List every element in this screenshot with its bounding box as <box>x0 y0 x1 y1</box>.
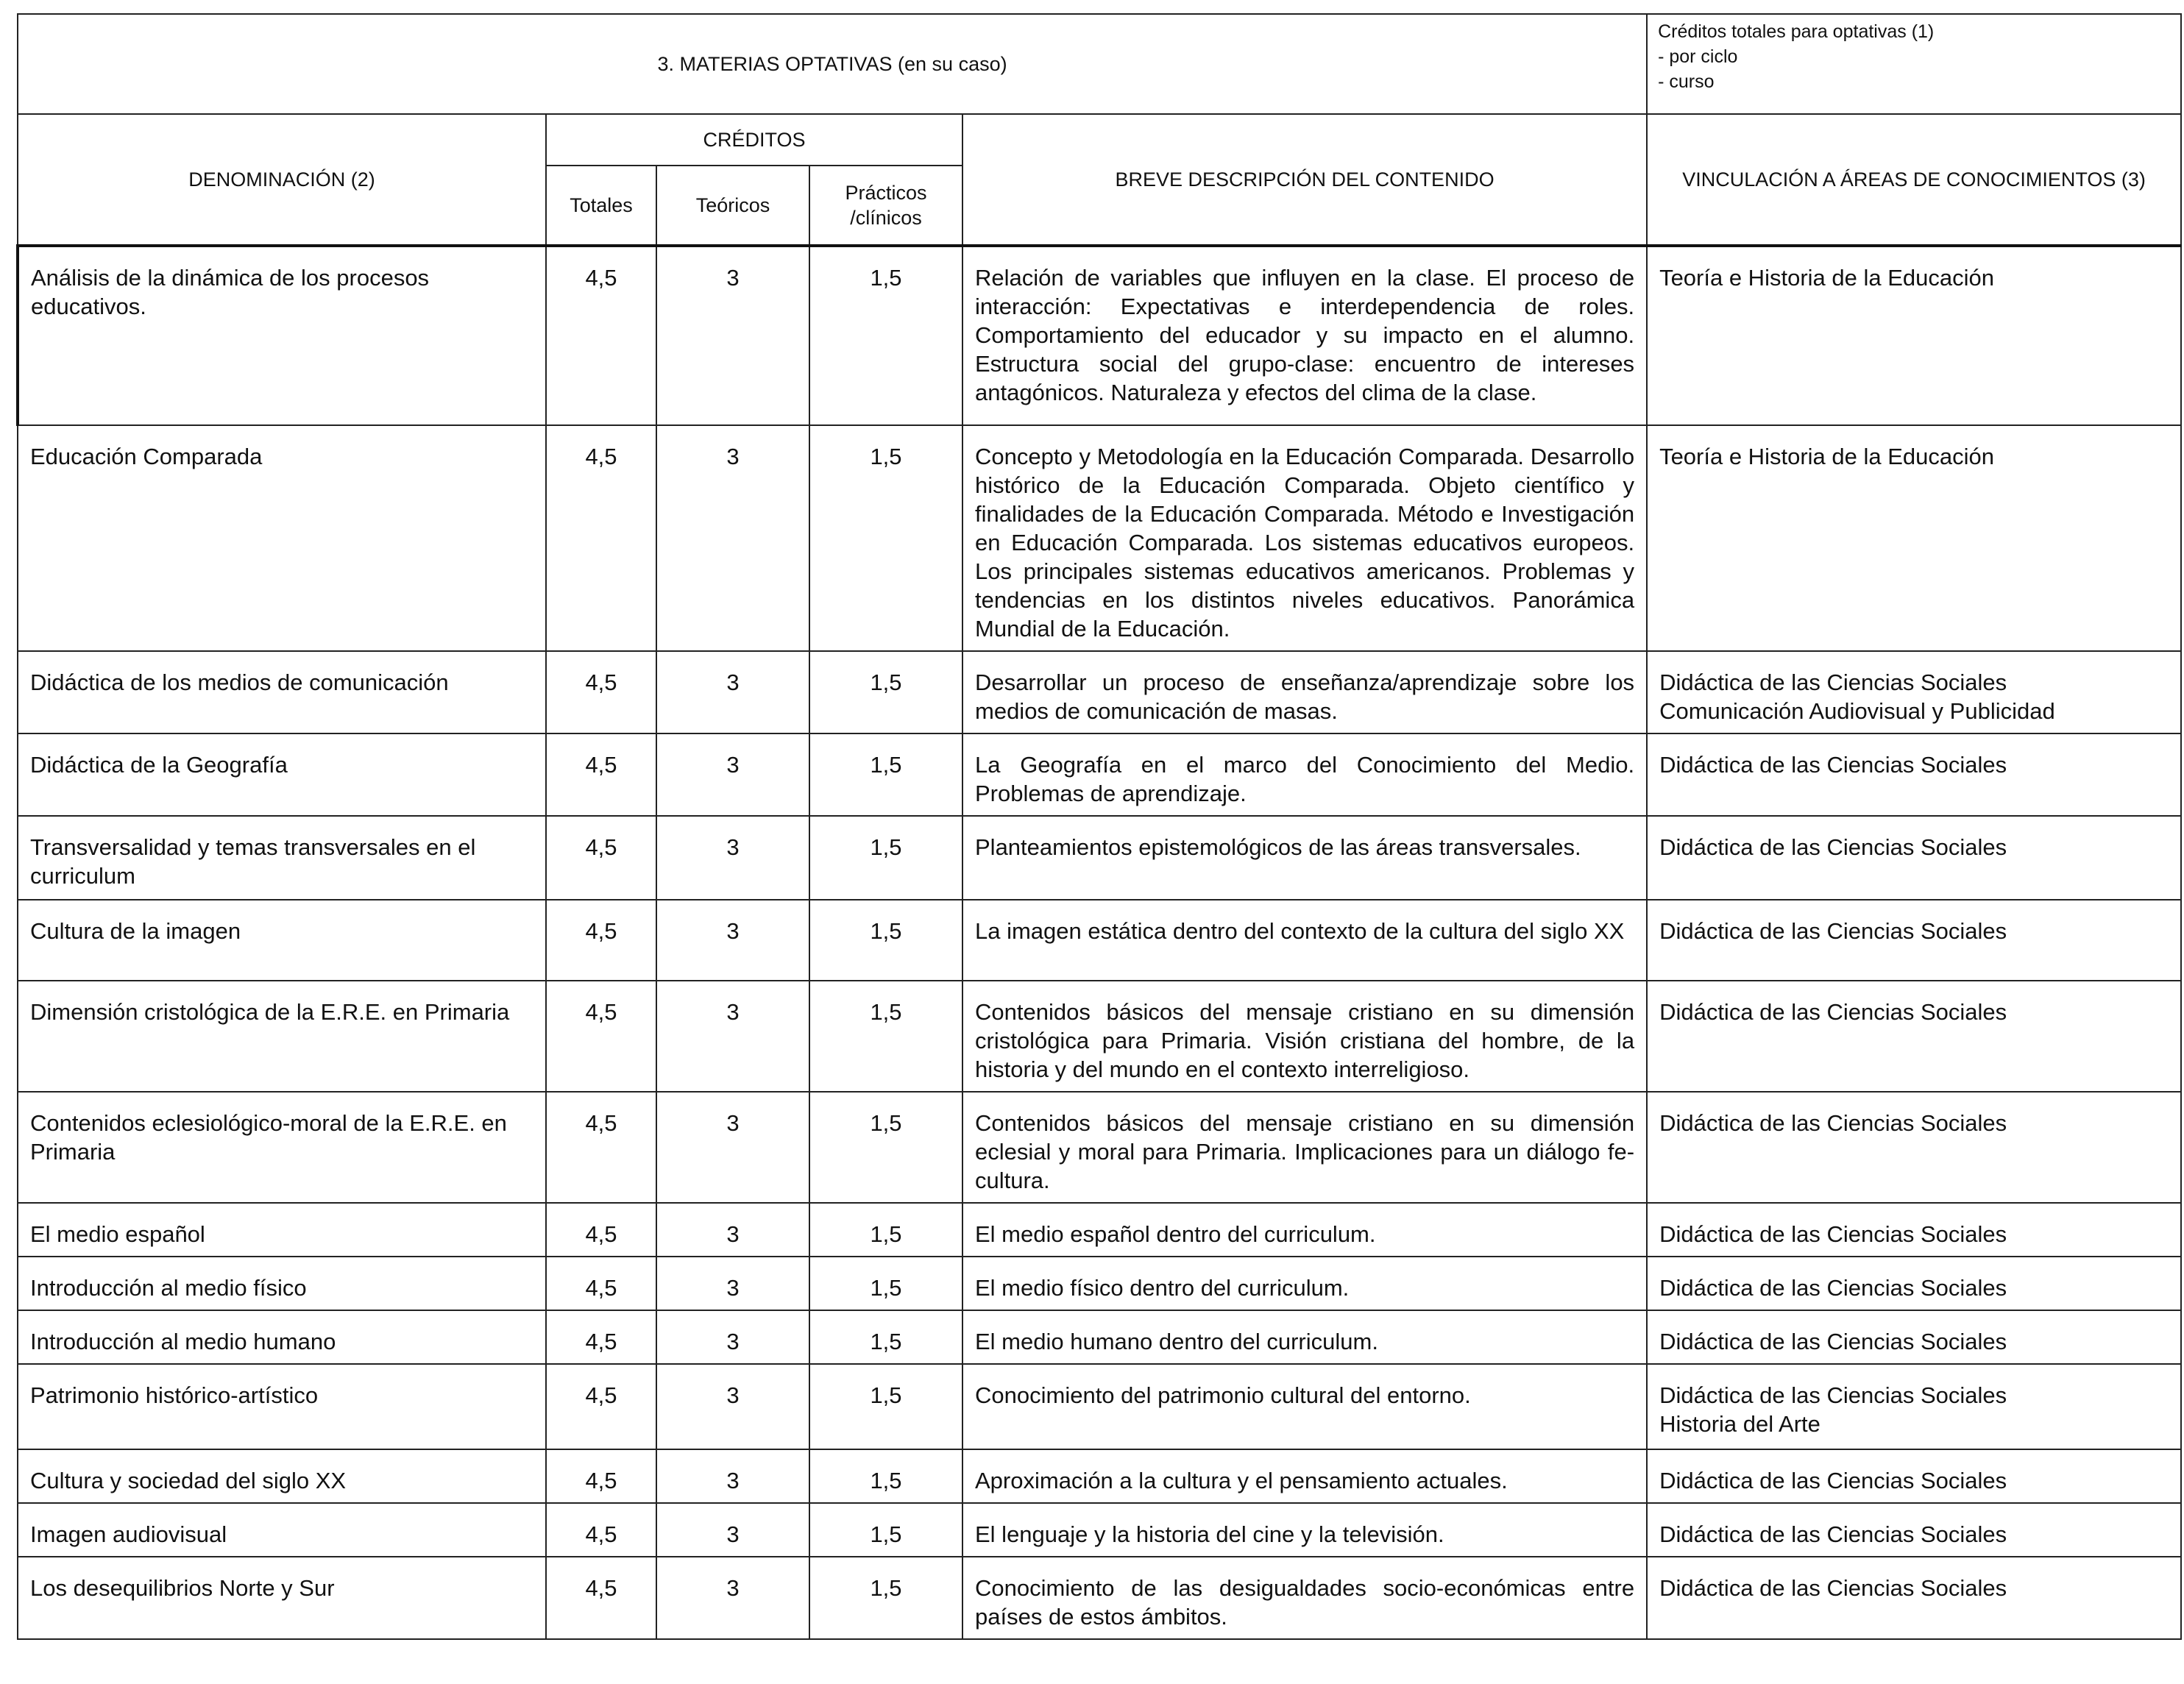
knowledge-areas <box>1647 1257 2181 1310</box>
knowledge-area: Teoría e Historia de la Educación <box>1659 444 1994 469</box>
credits-practice: 1,5 <box>809 900 962 981</box>
subject-name: Cultura de la imagen <box>18 900 546 981</box>
practicos-header <box>809 166 962 246</box>
knowledge-areas <box>1647 816 2181 900</box>
table-row <box>18 1203 2181 1257</box>
subject-name: Dimensión cristológica de la E.R.E. en Primaria <box>18 981 546 1092</box>
subject-name: Didáctica de los medios de comunicación <box>18 651 546 733</box>
descripcion-header: BREVE DESCRIPCIÓN DEL CONTENIDO <box>962 114 1647 246</box>
knowledge-areas <box>1647 651 2181 733</box>
subject-name: Introducción al medio físico <box>18 1257 546 1310</box>
table-row <box>18 1310 2181 1364</box>
subject-description: Conocimiento del patrimonio cultural del entorno. <box>962 1364 1647 1449</box>
subject-description: Desarrollar un proceso de enseñanza/aprendizaje sobre los medios de comunicación de masas. <box>962 651 1647 733</box>
credits-theory: 3 <box>656 900 809 981</box>
subject-name: Transversalidad y temas transversales en el curriculum <box>18 816 546 900</box>
table-row <box>18 425 2181 651</box>
knowledge-area: Didáctica de las Ciencias Sociales <box>1659 1221 2007 1247</box>
knowledge-area: Teoría e Historia de la Educación <box>1659 265 1994 291</box>
subject-name: Contenidos eclesiológico-moral de la E.R.E. en Primaria <box>18 1092 546 1203</box>
knowledge-area: Didáctica de las Ciencias Sociales <box>1659 669 2007 695</box>
subject-description: Concepto y Metodología en la Educación Comparada. Desarrollo histórico de la Educación Comparada. Objeto científico y finalidades de la Educación Comparada. Método e Investigación en Educación Comparada. Los sistemas educativos europeos. Los principales sistemas educativos americanos. Problemas y tendencias en los distintos niveles educativos. Panorámica Mundial de la Educación. <box>962 425 1647 651</box>
credits-theory: 3 <box>656 651 809 733</box>
knowledge-areas <box>1647 1203 2181 1257</box>
table-row <box>18 900 2181 981</box>
credits-total: 4,5 <box>546 425 656 651</box>
subject-name: Imagen audiovisual <box>18 1503 546 1557</box>
credits-practice: 1,5 <box>809 1092 962 1203</box>
credits-total: 4,5 <box>546 651 656 733</box>
table-row <box>18 1449 2181 1503</box>
table-row <box>18 651 2181 733</box>
credits-theory: 3 <box>656 733 809 816</box>
subject-description: La imagen estática dentro del contexto de la cultura del siglo XX <box>962 900 1647 981</box>
subject-name: Análisis de la dinámica de los procesos educativos. <box>18 246 546 425</box>
credits-theory: 3 <box>656 1449 809 1503</box>
table-row <box>18 733 2181 816</box>
knowledge-area: Didáctica de las Ciencias Sociales <box>1659 1468 2007 1493</box>
credits-total: 4,5 <box>546 733 656 816</box>
subject-name: Cultura y sociedad del siglo XX <box>18 1449 546 1503</box>
knowledge-area: Didáctica de las Ciencias Sociales <box>1659 1382 2007 1408</box>
subject-description: El lenguaje y la historia del cine y la televisión. <box>962 1503 1647 1557</box>
knowledge-areas <box>1647 900 2181 981</box>
credits-practice: 1,5 <box>809 981 962 1092</box>
credits-practice: 1,5 <box>809 1503 962 1557</box>
credits-practice: 1,5 <box>809 1257 962 1310</box>
denominacion-header: DENOMINACIÓN (2) <box>18 114 546 246</box>
credits-practice: 1,5 <box>809 1310 962 1364</box>
credits-theory: 3 <box>656 425 809 651</box>
table-row <box>18 1557 2181 1639</box>
credits-practice: 1,5 <box>809 1203 962 1257</box>
credits-practice: 1,5 <box>809 733 962 816</box>
subject-name: Educación Comparada <box>18 425 546 651</box>
knowledge-area: Didáctica de las Ciencias Sociales <box>1659 1575 2007 1601</box>
vinculacion-header: VINCULACIÓN A ÁREAS DE CONOCIMIENTOS (3) <box>1647 114 2181 246</box>
knowledge-areas <box>1647 981 2181 1092</box>
credits-practice: 1,5 <box>809 1449 962 1503</box>
credits-practice: 1,5 <box>809 1364 962 1449</box>
credits-total: 4,5 <box>546 246 656 425</box>
totales-header: Totales <box>546 166 656 246</box>
credits-total: 4,5 <box>546 1257 656 1310</box>
knowledge-area: Historia del Arte <box>1659 1411 1820 1437</box>
credits-theory: 3 <box>656 1364 809 1449</box>
credits-theory: 3 <box>656 981 809 1092</box>
subject-description: Conocimiento de las desigualdades socio-económicas entre países de estos ámbitos. <box>962 1557 1647 1639</box>
table-row <box>18 246 2181 425</box>
knowledge-areas <box>1647 425 2181 651</box>
credits-note-line: - por ciclo <box>1658 46 1738 67</box>
credits-note <box>1647 14 2181 114</box>
credits-total: 4,5 <box>546 816 656 900</box>
table-row <box>18 1092 2181 1203</box>
table-row <box>18 981 2181 1092</box>
creditos-header: CRÉDITOS <box>546 114 962 166</box>
subject-description: La Geografía en el marco del Conocimiento del Medio. Problemas de aprendizaje. <box>962 733 1647 816</box>
knowledge-area: Didáctica de las Ciencias Sociales <box>1659 1110 2007 1136</box>
section-title: 3. MATERIAS OPTATIVAS (en su caso) <box>18 14 1647 114</box>
knowledge-areas <box>1647 1449 2181 1503</box>
credits-theory: 3 <box>656 1257 809 1310</box>
knowledge-area: Didáctica de las Ciencias Sociales <box>1659 918 2007 944</box>
practicos-header-line: Prácticos <box>845 182 927 204</box>
knowledge-areas <box>1647 1364 2181 1449</box>
credits-theory: 3 <box>656 1203 809 1257</box>
credits-theory: 3 <box>656 816 809 900</box>
credits-total: 4,5 <box>546 1557 656 1639</box>
credits-theory: 3 <box>656 1503 809 1557</box>
knowledge-area: Didáctica de las Ciencias Sociales <box>1659 1275 2007 1301</box>
credits-theory: 3 <box>656 1092 809 1203</box>
credits-theory: 3 <box>656 1310 809 1364</box>
credits-practice: 1,5 <box>809 651 962 733</box>
credits-practice: 1,5 <box>809 1557 962 1639</box>
practicos-header-line: /clínicos <box>850 207 922 229</box>
knowledge-areas <box>1647 733 2181 816</box>
credits-total: 4,5 <box>546 1203 656 1257</box>
knowledge-areas <box>1647 1503 2181 1557</box>
knowledge-areas <box>1647 1310 2181 1364</box>
table-row <box>18 1257 2181 1310</box>
subject-name: Los desequilibrios Norte y Sur <box>18 1557 546 1639</box>
knowledge-area: Didáctica de las Ciencias Sociales <box>1659 1521 2007 1547</box>
subject-description: Aproximación a la cultura y el pensamiento actuales. <box>962 1449 1647 1503</box>
credits-theory: 3 <box>656 1557 809 1639</box>
knowledge-area: Didáctica de las Ciencias Sociales <box>1659 834 2007 860</box>
knowledge-areas <box>1647 246 2181 425</box>
subject-description: Contenidos básicos del mensaje cristiano en su dimensión cristológica para Primaria. Visión cristiana del hombre, de la historia y del mundo en el contexto interreligioso. <box>962 981 1647 1092</box>
subject-description: Planteamientos epistemológicos de las áreas transversales. <box>962 816 1647 900</box>
credits-practice: 1,5 <box>809 816 962 900</box>
credits-note-line: - curso <box>1658 71 1715 92</box>
credits-total: 4,5 <box>546 1449 656 1503</box>
credits-practice: 1,5 <box>809 246 962 425</box>
knowledge-area: Didáctica de las Ciencias Sociales <box>1659 1329 2007 1354</box>
credits-theory: 3 <box>656 246 809 425</box>
subject-description: El medio español dentro del curriculum. <box>962 1203 1647 1257</box>
knowledge-areas <box>1647 1092 2181 1203</box>
knowledge-areas <box>1647 1557 2181 1639</box>
subject-name: Patrimonio histórico-artístico <box>18 1364 546 1449</box>
credits-total: 4,5 <box>546 981 656 1092</box>
knowledge-area: Comunicación Audiovisual y Publicidad <box>1659 698 2055 724</box>
credits-total: 4,5 <box>546 900 656 981</box>
table-row <box>18 816 2181 900</box>
knowledge-area: Didáctica de las Ciencias Sociales <box>1659 999 2007 1025</box>
document-page <box>16 13 2180 1640</box>
subject-name: El medio español <box>18 1203 546 1257</box>
credits-total: 4,5 <box>546 1364 656 1449</box>
credits-practice: 1,5 <box>809 425 962 651</box>
credits-total: 4,5 <box>546 1092 656 1203</box>
subject-description: El medio humano dentro del curriculum. <box>962 1310 1647 1364</box>
subject-description: Contenidos básicos del mensaje cristiano en su dimensión eclesial y moral para Primaria. Implicaciones para un diálogo fe-cultura. <box>962 1092 1647 1203</box>
table-row <box>18 1503 2181 1557</box>
credits-total: 4,5 <box>546 1310 656 1364</box>
knowledge-area: Didáctica de las Ciencias Sociales <box>1659 752 2007 778</box>
optional-subjects-table <box>16 13 2182 1640</box>
table-body <box>18 246 2181 1639</box>
subject-description: El medio físico dentro del curriculum. <box>962 1257 1647 1310</box>
credits-total: 4,5 <box>546 1503 656 1557</box>
subject-description: Relación de variables que influyen en la clase. El proceso de interacción: Expectativas e interdependencia de roles. Comportamiento del educador y su impacto en el alumno. Estructura social del grupo-clase: encuentro de intereses antagónicos. Naturaleza y efectos del clima de la clase. <box>962 246 1647 425</box>
credits-note-line: Créditos totales para optativas (1) <box>1658 21 1935 42</box>
teoricos-header: Teóricos <box>656 166 809 246</box>
table-row <box>18 1364 2181 1449</box>
subject-name: Introducción al medio humano <box>18 1310 546 1364</box>
subject-name: Didáctica de la Geografía <box>18 733 546 816</box>
